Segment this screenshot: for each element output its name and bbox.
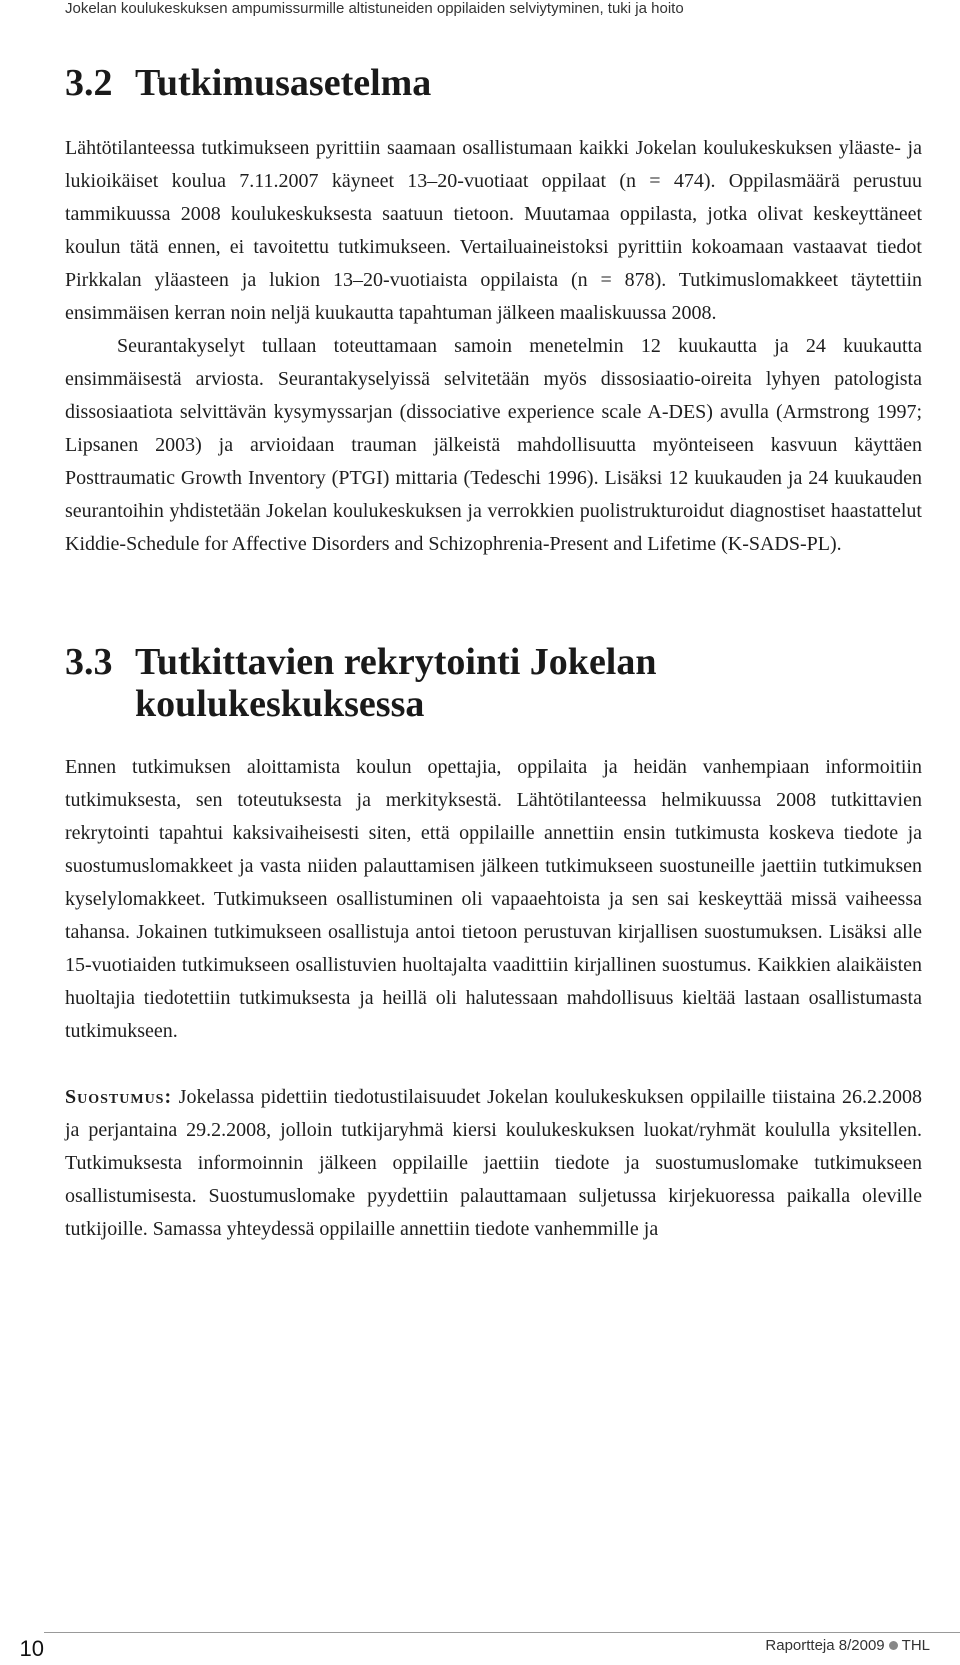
consent-paragraph: [65, 1081, 922, 1246]
paragraph: Lähtötilanteessa tutkimukseen pyrittiin saamaan osallistumaan kaikki Jokelan koulukeskuksen yläaste- ja lukioikäiset koulua 7.11.2007 käyneet 13–20-vuotiaat oppilaat (n = 474). Oppilasmäärä perustuu tammikuussa 2008 koulukeskuksesta saatuun tietoon. Muutamaa oppilasta, jotka olivat keskeyttäneet koulun tätä ennen, ei tavoitettu tutkimukseen. Vertailuaineistoksi pyrittiin kokoamaan vastaavat tiedot Pirkkalan yläasteen ja lukion 13–20-vuotiaista oppilaista (n = 878). Tutkimuslomakkeet täytettiin ensimmäisen kerran noin neljä kuukautta tapahtuman jälkeen maaliskuussa 2008.: [65, 137, 922, 324]
section-heading-3-2: [65, 62, 922, 104]
section-number: 3.3: [65, 641, 113, 683]
section-heading-3-3: [65, 641, 922, 725]
paragraph: Seurantakyselyt tullaan toteuttamaan samoin menetelmin 12 kuukautta ja 24 kuukautta ensimmäisestä arviosta. Seurantakyselyissä selvitetään myös dissosiaatio-oireita lyhyen patologista dissosiaatiota selvittävän kysymyssarjan (dissociative experience scale A-DES) avulla (Armstrong 1997; Lipsanen 2003) ja arvioidaan trauman jälkeistä mahdollisuutta myönteiseen kasvuun käyttäen Posttraumatic Growth Inventory (PTGI) mittaria (Tedeschi 1996). Lisäksi 12 kuukauden ja 24 kuukauden seurantoihin yhdistetään Jokelan koulukeskuksen ja verrokkien puolistrukturoidut diagnostiset haastattelut Kiddie-Schedule for Affective Disorders and Schizophrenia-Present and Lifetime (K-SADS-PL).: [65, 335, 922, 555]
footer-rule: [44, 1632, 960, 1633]
series-label: Raportteja 8/2009: [765, 1637, 885, 1654]
running-header: Jokelan koulukeskuksen ampumissurmille altistuneiden oppilaiden selviytyminen, tuki ja hoito: [65, 0, 684, 17]
bullet-dot-icon: [889, 1641, 898, 1650]
publisher-label: THL: [901, 1637, 930, 1654]
run-in-heading: Suostumus:: [65, 1086, 173, 1108]
page-number: 10: [0, 1633, 44, 1665]
footer-publication: [765, 1637, 930, 1654]
page-content: [65, 62, 922, 1246]
section-title: Tutkittavien rekrytointi Jokelan koulukeskuksessa: [135, 641, 657, 725]
section-number: 3.2: [65, 62, 113, 104]
consent-text: Jokelassa pidettiin tiedotustilaisuudet Jokelan koulukeskuksen oppilaille tiistaina 26.2.2008 ja perjantaina 29.2.2008, jolloin tutkijaryhmä kiersi koulukeskuksen luokat/ryhmät koululla yksitellen. Tutkimuksesta informoinnin jälkeen oppilaille jaettiin tiedote ja suostumuslomake tutkimukseen osallistumisesta. Suostumuslomake pyydettiin palauttamaan suljetussa kirjekuoressa paikalla oleville tutkijoille. Samassa yhteydessä oppilaille annettiin tiedote vanhemmille ja: [65, 1086, 922, 1240]
section-title: Tutkimusasetelma: [135, 62, 432, 104]
paragraph: Ennen tutkimuksen aloittamista koulun opettajia, oppilaita ja heidän vanhempiaan informoitiin tutkimuksesta, sen toteutuksesta ja merkityksestä. Lähtötilanteessa helmikuussa 2008 tutkittavien rekrytointi tapahtui kaksivaiheisesti siten, että oppilaille annettiin ensin tutkimusta koskeva tiedote ja suostumuslomakkeet ja vasta niiden palauttamisen jälkeen tutkimukseen suostuneille jaettiin tutkimuksen kyselylomakkeet. Tutkimukseen osallistuminen oli vapaaehtoista ja sen sai keskeyttää missä vaiheessa tahansa. Jokainen tutkimukseen osallistuja antoi tietoon perustuvan kirjallisen suostumuksen. Lisäksi alle 15-vuotiaiden tutkimukseen osallistuvien huoltajalta vaadittiin kirjallinen suostumus. Kaikkien alaikäisten huoltajia tiedotettiin tutkimuksesta ja heillä oli halutessaan mahdollisuus kieltää lastaan osallistumasta tutkimukseen.: [65, 756, 922, 1042]
